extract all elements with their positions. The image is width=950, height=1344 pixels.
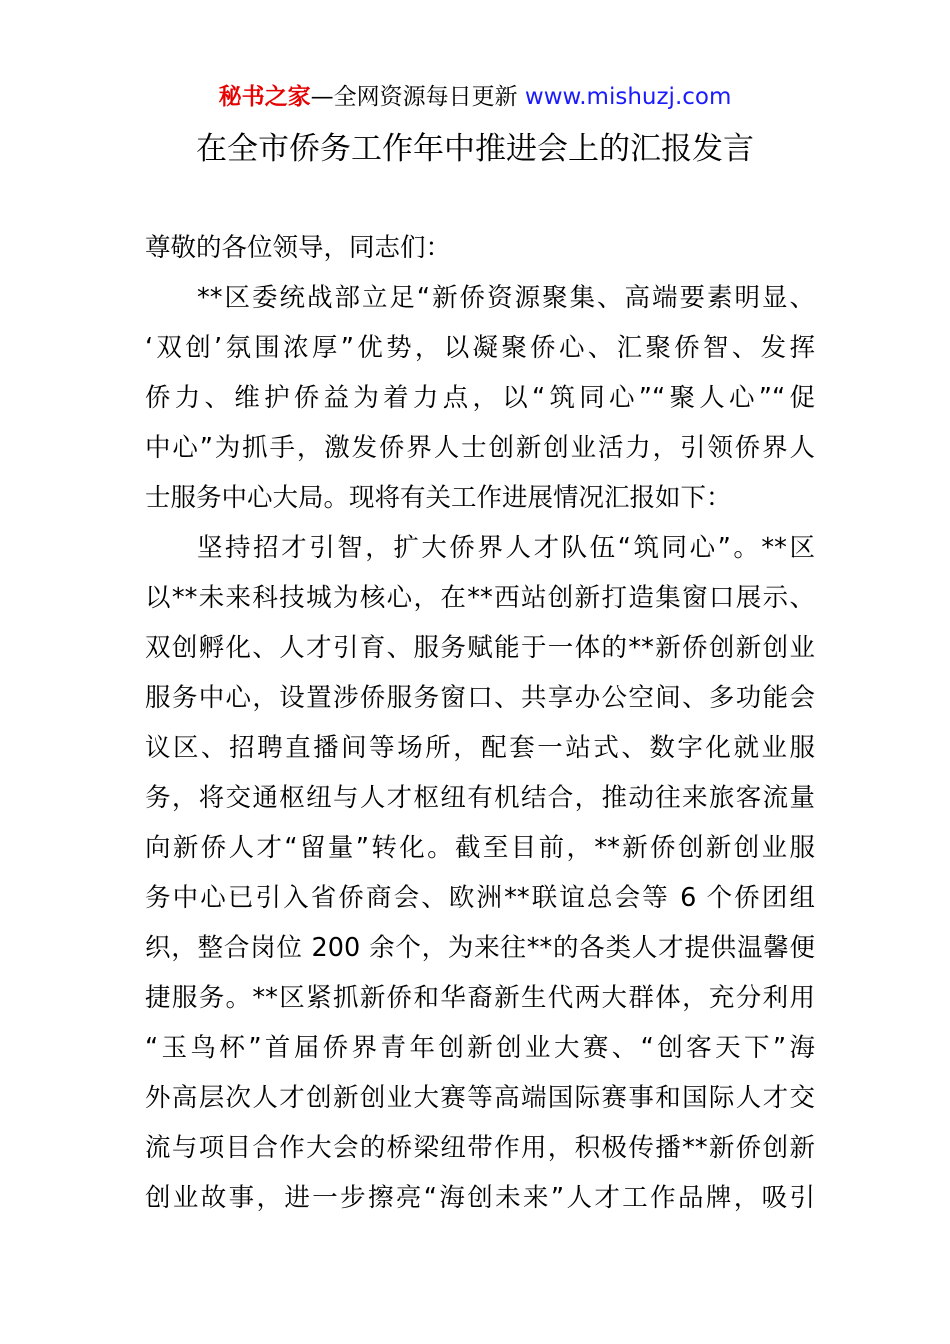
body-line: 外高层次人才创新创业大赛等高端国际赛事和国际人才交 bbox=[145, 1083, 815, 1113]
body-line: 双创孵化、人才引育、服务赋能于一体的**新侨创新创业 bbox=[145, 633, 815, 663]
body-line: 向新侨人才“留量”转化。截至目前，**新侨创新创业服 bbox=[145, 833, 815, 863]
salutation-line: 尊敬的各位领导，同志们： bbox=[145, 233, 452, 263]
site-tagline: —全网资源每日更新 bbox=[310, 84, 525, 110]
site-header bbox=[0, 80, 950, 114]
body-line: 议区、招聘直播间等场所，配套一站式、数字化就业服 bbox=[145, 733, 815, 763]
body-line: 捷服务。**区紧抓新侨和华裔新生代两大群体，充分利用 bbox=[145, 983, 815, 1013]
body-line: 务，将交通枢纽与人才枢纽有机结合，推动往来旅客流量 bbox=[145, 783, 815, 813]
body-line: 创业故事，进一步擦亮“海创未来”人才工作品牌，吸引 bbox=[145, 1183, 815, 1213]
body-line: 士服务中心大局。现将有关工作进展情况汇报如下： bbox=[145, 483, 732, 513]
body-line: **区委统战部立足“新侨资源聚集、高端要素明显、 bbox=[197, 283, 815, 313]
body-line: 织，整合岗位 200 余个，为来往**的各类人才提供温馨便 bbox=[145, 933, 815, 963]
document-body bbox=[145, 223, 815, 1223]
body-line: “玉鸟杯”首届侨界青年创新创业大赛、“创客天下”海 bbox=[145, 1033, 815, 1063]
body-line: 侨力、维护侨益为着力点，以“筑同心”“聚人心”“促 bbox=[145, 383, 815, 413]
document-title: 在全市侨务工作年中推进会上的汇报发言 bbox=[196, 131, 754, 167]
site-url-link[interactable]: www.mishuzj.com bbox=[524, 84, 732, 110]
body-line: 以**未来科技城为核心，在**西站创新打造集窗口展示、 bbox=[145, 583, 815, 613]
site-brand: 秘书之家 bbox=[218, 84, 311, 110]
body-line: 坚持招才引智，扩大侨界人才队伍“筑同心”。**区 bbox=[197, 533, 815, 563]
body-line: 服务中心，设置涉侨服务窗口、共享办公空间、多功能会 bbox=[145, 683, 815, 713]
body-line: ‘双创’氛围浓厚”优势，以凝聚侨心、汇聚侨智、发挥 bbox=[145, 333, 815, 363]
body-line: 中心”为抓手，激发侨界人士创新创业活力，引领侨界人 bbox=[145, 433, 815, 463]
body-line: 流与项目合作大会的桥梁纽带作用，积极传播**新侨创新 bbox=[145, 1133, 815, 1163]
body-line: 务中心已引入省侨商会、欧洲**联谊总会等 6 个侨团组 bbox=[145, 883, 815, 913]
